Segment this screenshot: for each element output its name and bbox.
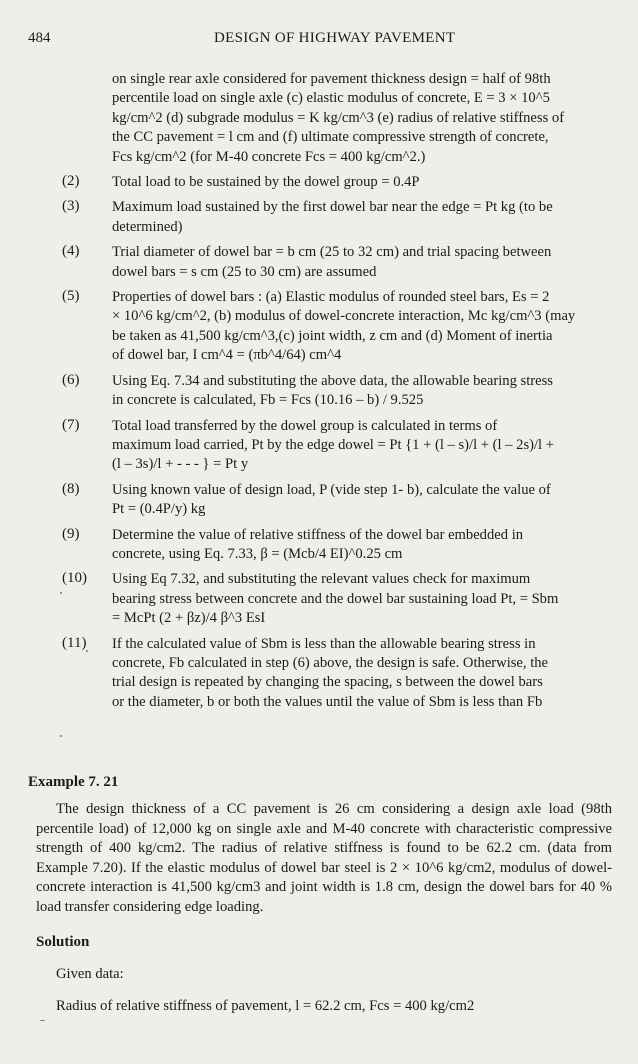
step-line: If the calculated value of Sbm is less than the allowable bearing stress in (112, 635, 536, 652)
step-line: Determine the value of relative stiffness of the dowel bar embedded in (112, 526, 524, 543)
step-line: kg/cm^2 (d) subgrade modulus = K kg/cm^3 (e) radius of relative stiffness of (112, 109, 565, 126)
running-head: DESIGN OF HIGHWAY PAVEMENT (214, 30, 456, 46)
step-line: in concrete is calculated, Fb = Fcs (10.16 – b) / 9.525 (112, 392, 424, 409)
step-11 (0, 635, 638, 713)
step-number: (7) (62, 416, 80, 433)
step-line: percentile load on single axle (c) elastic modulus of concrete, E = 3 × 10^5 (112, 90, 550, 107)
step-line: (l – 3s)/l + - - - } = Pt y (112, 456, 249, 473)
step-line: Maximum load sustained by the first dowel bar near the edge = Pt kg (to be (112, 199, 553, 216)
step-line: be taken as 41,500 kg/cm^3,(c) joint width, z cm and (d) Moment of inertia (112, 327, 553, 344)
step-number: (6) (62, 371, 80, 388)
step-4 (0, 243, 638, 282)
step-number: (11) (62, 634, 87, 651)
step-line: Using Eq. 7.34 and substituting the above data, the allowable bearing stress (112, 372, 553, 389)
given-data-line: Radius of relative stiffness of pavement, l = 62.2 cm, Fcs = 400 kg/cm2 (56, 998, 475, 1014)
step-3 (0, 198, 638, 237)
step-line: or the diameter, b or both the values until the value of Sbm is less than Fb (112, 693, 543, 710)
step-line: bearing stress between concrete and the dowel bar sustaining load Pt, = Sbm (112, 590, 559, 607)
step-line: on single rear axle considered for pavement thickness design = half of 98th (112, 71, 551, 87)
step-number: (10) (62, 570, 87, 587)
step-2 (0, 173, 638, 192)
step-number: (5) (62, 288, 80, 305)
solution-heading: Solution (36, 934, 90, 950)
step-line: concrete, Fb calculated in step (6) above, the design is safe. Otherwise, the (112, 654, 549, 671)
step-line: Fcs kg/cm^2 (for M-40 concrete Fcs = 400 kg/cm^2.) (112, 148, 426, 165)
page-number: 484 (28, 30, 51, 46)
step-8 (0, 481, 638, 520)
step-5 (0, 288, 638, 366)
step-line: dowel bars = s cm (25 to 30 cm) are assumed (112, 263, 377, 280)
step-line: Using Eq 7.32, and substituting the relevant values check for maximum (112, 571, 531, 588)
step-line: Total load transferred by the dowel group is calculated in terms of (112, 417, 498, 434)
step-6 (0, 372, 638, 411)
step-number: (8) (62, 480, 80, 497)
step-line: of dowel bar, I cm^4 = (πb^4/64) cm^4 (112, 347, 342, 364)
step-line: determined) (112, 218, 183, 235)
step-line: trial design is repeated by changing the spacing, s between the dowel bars (112, 674, 543, 691)
step-line: Using known value of design load, P (vide step 1- b), calculate the value of (112, 481, 551, 498)
step-10 (0, 570, 638, 628)
step-9 (0, 526, 638, 565)
step-line: the CC pavement = l cm and (f) ultimate compressive strength of concrete, (112, 129, 549, 146)
step-7 (0, 417, 638, 475)
step-line: × 10^6 kg/cm^2, (b) modulus of dowel-concrete interaction, Mc kg/cm^3 (may (112, 308, 576, 325)
step-line: Trial diameter of dowel bar = b cm (25 to 32 cm) and trial spacing between (112, 244, 552, 261)
print-speck (40, 1020, 45, 1021)
procedure-steps (0, 70, 638, 718)
given-data-heading: Given data: (56, 966, 124, 982)
step-1-continuation (0, 70, 638, 167)
print-speck (86, 650, 88, 652)
print-speck (60, 592, 62, 594)
step-line: Total load to be sustained by the dowel group = 0.4P (112, 174, 420, 191)
page-header (0, 30, 638, 52)
step-line: concrete, using Eq. 7.33, β = (Mcb/4 EI)^0.25 cm (112, 545, 403, 562)
step-number: (4) (62, 243, 80, 260)
step-number: (9) (62, 525, 80, 542)
step-number: (2) (62, 173, 80, 190)
example-statement: The design thickness of a CC pavement is 26 cm considering a design axle load (98th percentile load) of 12,000 kg on single axle and M-40 concrete with characteristic compressive strength of 400 kg/cm2. The radius of relative stiffness is found to be 62.2 cm. (data from Example 7.20). If the elastic modulus of dowel bar steel is 2 × 10^6 kg/cm2, modulus of dowel-concrete interaction is 41,500 kg/cm3 and joint width is 1.8 cm, design the dowel bars for 40 % load transfer considering edge loading. (36, 801, 612, 915)
step-line: maximum load carried, Pt by the edge dowel = Pt {1 + (l – s)/l + (l – 2s)/l + (112, 436, 554, 453)
step-line: Properties of dowel bars : (a) Elastic modulus of rounded steel bars, Es = 2 (112, 289, 550, 306)
step-line: = McPt (2 + βz)/4 β^3 EsI (112, 610, 266, 627)
step-number: (3) (62, 198, 80, 215)
step-line: Pt = (0.4P/y) kg (112, 501, 206, 518)
example-heading: Example 7. 21 (28, 774, 119, 790)
print-speck (60, 735, 62, 737)
